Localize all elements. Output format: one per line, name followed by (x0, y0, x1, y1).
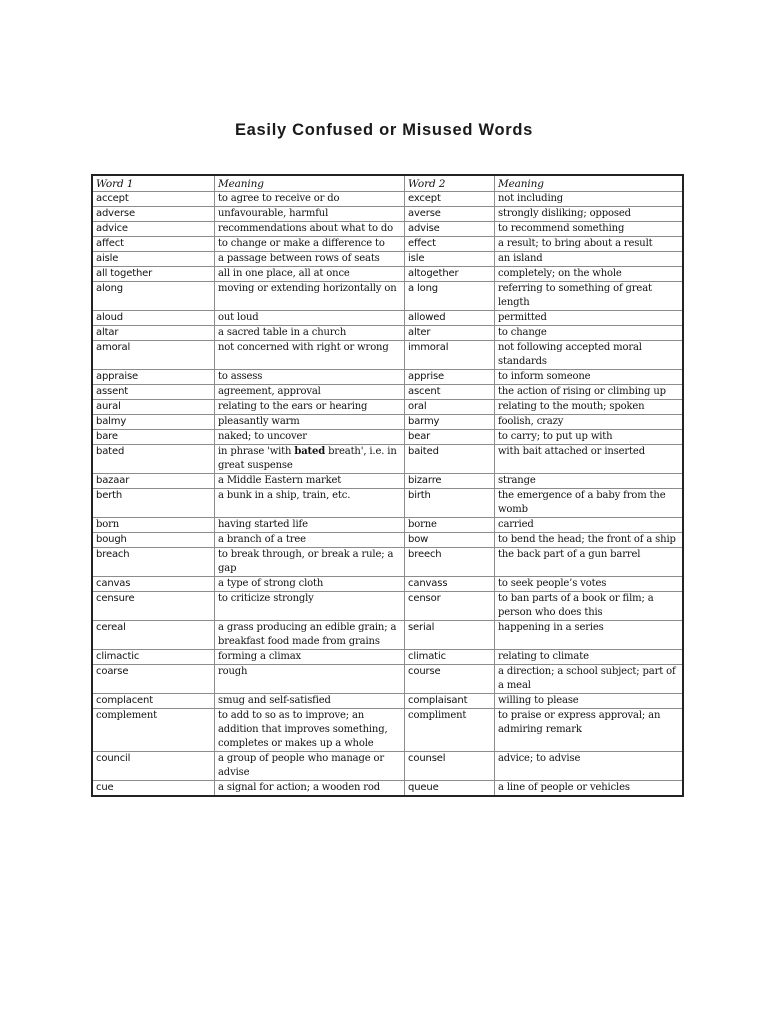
table-row (93, 577, 682, 592)
header-meaning-2: Meaning (494, 176, 682, 192)
word-2-cell: complaisant (404, 694, 494, 709)
word-1-cell: complacent (93, 694, 214, 709)
header-word-1: Word 1 (93, 176, 214, 192)
meaning-1-cell: a grass producing an edible grain; a breakfast food made from grains (214, 621, 404, 650)
meaning-2-cell: to praise or express approval; an admiring remark (494, 709, 682, 752)
table-row (93, 415, 682, 430)
meaning-1-cell: a passage between rows of seats (214, 252, 404, 267)
word-1-cell: aloud (93, 311, 214, 326)
word-2-cell: course (404, 665, 494, 694)
meaning-1-cell: a type of strong cloth (214, 577, 404, 592)
words-table (91, 174, 684, 797)
meaning-2-cell: not including (494, 192, 682, 207)
meaning-2-cell: willing to please (494, 694, 682, 709)
meaning-2-cell: the emergence of a baby from the womb (494, 489, 682, 518)
word-1-cell: bazaar (93, 474, 214, 489)
table-row (93, 518, 682, 533)
table-row (93, 665, 682, 694)
meaning-1-cell: to agree to receive or do (214, 192, 404, 207)
table-row (93, 252, 682, 267)
table-row (93, 621, 682, 650)
header-word-2: Word 2 (404, 176, 494, 192)
word-2-cell: bear (404, 430, 494, 445)
table-row (93, 222, 682, 237)
word-1-cell: censure (93, 592, 214, 621)
meaning-2-cell: foolish, crazy (494, 415, 682, 430)
word-2-cell: bizarre (404, 474, 494, 489)
word-2-cell: counsel (404, 752, 494, 781)
meaning-2-cell: relating to climate (494, 650, 682, 665)
meaning-2-cell: strongly disliking; opposed (494, 207, 682, 222)
meaning-1-cell: to criticize strongly (214, 592, 404, 621)
word-1-cell: bated (93, 445, 214, 474)
header-meaning-1: Meaning (214, 176, 404, 192)
meaning-1-text-start: in phrase 'with (218, 446, 295, 457)
table-row (93, 474, 682, 489)
word-1-cell: along (93, 282, 214, 311)
word-1-cell: breach (93, 548, 214, 577)
meaning-2-cell: to bend the head; the front of a ship (494, 533, 682, 548)
table-row (93, 370, 682, 385)
meaning-2-cell: relating to the mouth; spoken (494, 400, 682, 415)
meaning-1-cell: not concerned with right or wrong (214, 341, 404, 370)
table-row (93, 752, 682, 781)
word-2-cell: birth (404, 489, 494, 518)
word-1-cell: aural (93, 400, 214, 415)
word-1-cell: coarse (93, 665, 214, 694)
word-1-cell: aisle (93, 252, 214, 267)
word-1-cell: balmy (93, 415, 214, 430)
table-row (93, 445, 682, 474)
word-2-cell: baited (404, 445, 494, 474)
word-1-cell: bare (93, 430, 214, 445)
word-2-cell: effect (404, 237, 494, 252)
meaning-2-cell: with bait attached or inserted (494, 445, 682, 474)
word-1-cell: adverse (93, 207, 214, 222)
meaning-1-cell: unfavourable, harmful (214, 207, 404, 222)
word-2-cell: alter (404, 326, 494, 341)
word-1-cell: council (93, 752, 214, 781)
word-1-cell: climactic (93, 650, 214, 665)
table-row (93, 430, 682, 445)
word-2-cell: ascent (404, 385, 494, 400)
word-1-cell: assent (93, 385, 214, 400)
word-2-cell: canvass (404, 577, 494, 592)
meaning-2-cell: to change (494, 326, 682, 341)
word-1-cell: appraise (93, 370, 214, 385)
table-row (93, 207, 682, 222)
table-row (93, 192, 682, 207)
meaning-2-cell: the action of rising or climbing up (494, 385, 682, 400)
meaning-1-cell: out loud (214, 311, 404, 326)
word-2-cell: serial (404, 621, 494, 650)
meaning-1-cell: moving or extending horizontally on (214, 282, 404, 311)
table-row (93, 548, 682, 577)
word-2-cell: censor (404, 592, 494, 621)
meaning-2-cell: a direction; a school subject; part of a meal (494, 665, 682, 694)
meaning-2-cell: not following accepted moral standards (494, 341, 682, 370)
meaning-2-cell: permitted (494, 311, 682, 326)
table-row (93, 326, 682, 341)
meaning-2-cell: a result; to bring about a result (494, 237, 682, 252)
meaning-1-cell: a group of people who manage or advise (214, 752, 404, 781)
word-2-cell: a long (404, 282, 494, 311)
word-1-cell: advice (93, 222, 214, 237)
meaning-1-cell: relating to the ears or hearing (214, 400, 404, 415)
word-1-cell: cue (96, 782, 114, 793)
meaning-1-cell: recommendations about what to do (214, 222, 404, 237)
meaning-1-cell: to add to so as to improve; an addition that improves something, completes or makes up a whole (214, 709, 404, 752)
word-2-cell: barmy (404, 415, 494, 430)
table-row (93, 237, 682, 252)
word-1-cell: all together (93, 267, 214, 282)
meaning-1-bold-word: bated (294, 446, 326, 457)
table-row (93, 694, 682, 709)
word-2-cell: except (404, 192, 494, 207)
word-2-cell: advise (404, 222, 494, 237)
meaning-1-text-end: breath', i.e. in great suspense (218, 446, 397, 471)
meaning-1-cell: naked; to uncover (214, 430, 404, 445)
word-2-cell: bow (404, 533, 494, 548)
page-title: Easily Confused or Misused Words (234, 121, 534, 139)
meaning-2-cell: strange (494, 474, 682, 489)
word-2-cell: apprise (404, 370, 494, 385)
word-2-cell: averse (404, 207, 494, 222)
meaning-1-cell (214, 445, 404, 474)
meaning-1-cell: all in one place, all at once (214, 267, 404, 282)
word-1-cell: amoral (93, 341, 214, 370)
table-row (93, 650, 682, 665)
word-2-cell: oral (404, 400, 494, 415)
word-1-cell: complement (93, 709, 214, 752)
word-2-cell: altogether (404, 267, 494, 282)
meaning-2-cell: advice; to advise (494, 752, 682, 781)
meaning-2-cell: to seek people’s votes (494, 577, 682, 592)
table-row (93, 267, 682, 282)
meaning-2-cell: to ban parts of a book or film; a person who does this (494, 592, 682, 621)
table-row (93, 385, 682, 400)
table-header-row (93, 176, 682, 192)
meaning-2-cell: completely; on the whole (494, 267, 682, 282)
word-2-cell: breech (404, 548, 494, 577)
meaning-1-cell: a Middle Eastern market (214, 474, 404, 489)
table-row (93, 311, 682, 326)
meaning-2-cell: to carry; to put up with (494, 430, 682, 445)
meaning-1-cell: pleasantly warm (214, 415, 404, 430)
word-2-cell: borne (404, 518, 494, 533)
word-2-cell: queue (404, 781, 494, 795)
word-2-cell: compliment (404, 709, 494, 752)
meaning-2-cell: a line of people or vehicles (494, 781, 682, 795)
meaning-2-cell: happening in a series (494, 621, 682, 650)
word-1-cell: altar (93, 326, 214, 341)
meaning-2-cell: referring to something of great length (494, 282, 682, 311)
meaning-1-cell: rough (214, 665, 404, 694)
word-2-cell: immoral (404, 341, 494, 370)
table-row (93, 489, 682, 518)
table-body (93, 192, 682, 795)
meaning-1-cell: a signal for action; a wooden rod (214, 781, 404, 795)
word-1-cell: bough (93, 533, 214, 548)
meaning-2-cell: an island (494, 252, 682, 267)
word-1-cell: born (93, 518, 214, 533)
meaning-2-cell: carried (494, 518, 682, 533)
meaning-1-cell: smug and self-satisfied (214, 694, 404, 709)
table-row (93, 341, 682, 370)
word-1-cell: accept (93, 192, 214, 207)
meaning-1-cell: to assess (214, 370, 404, 385)
meaning-1-cell: having started life (214, 518, 404, 533)
meaning-1-cell: to break through, or break a rule; a gap (214, 548, 404, 577)
meaning-1-cell: to change or make a difference to (214, 237, 404, 252)
word-1-cell: berth (93, 489, 214, 518)
word-1-cell: cereal (93, 621, 214, 650)
table-row (93, 282, 682, 311)
meaning-1-cell: forming a climax (214, 650, 404, 665)
word-2-cell: allowed (404, 311, 494, 326)
meaning-2-cell: to recommend something (494, 222, 682, 237)
table-row (93, 592, 682, 621)
word-1-cell: canvas (93, 577, 214, 592)
word-2-cell: climatic (404, 650, 494, 665)
meaning-2-cell: to inform someone (494, 370, 682, 385)
meaning-1-cell: agreement, approval (214, 385, 404, 400)
word-2-cell: isle (404, 252, 494, 267)
meaning-1-cell: a sacred table in a church (214, 326, 404, 341)
table-row (93, 709, 682, 752)
table-row (93, 533, 682, 548)
word-1-cell: affect (93, 237, 214, 252)
meaning-1-cell: a bunk in a ship, train, etc. (214, 489, 404, 518)
meaning-1-cell: a branch of a tree (214, 533, 404, 548)
table-row (93, 781, 682, 795)
table-row (93, 400, 682, 415)
meaning-2-cell: the back part of a gun barrel (494, 548, 682, 577)
